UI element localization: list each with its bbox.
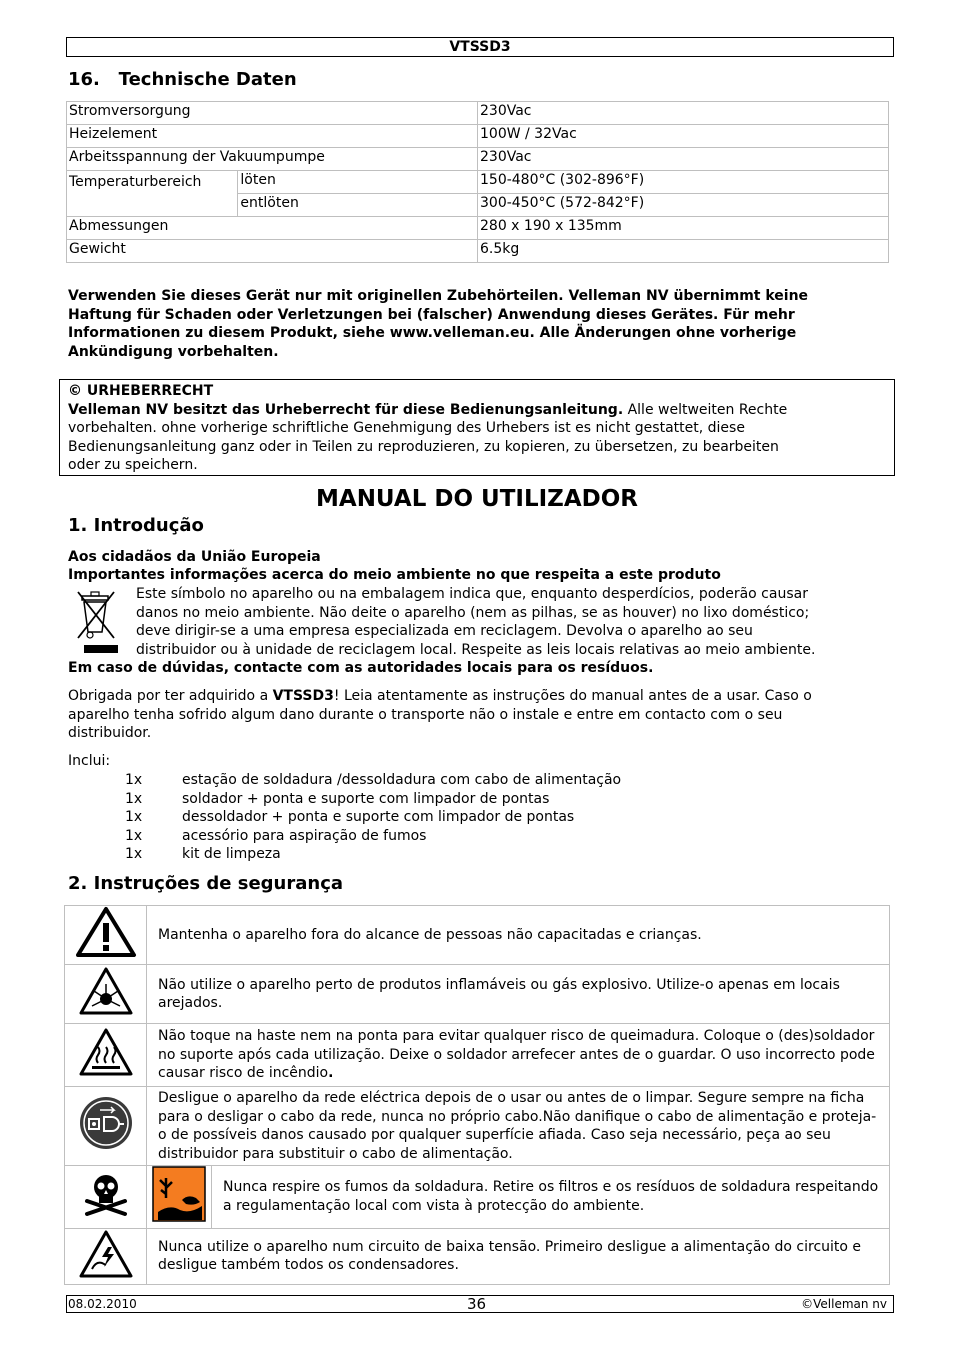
table-row (65, 1166, 890, 1229)
document-header: VTSSD3 (66, 37, 894, 57)
safety-text-tail: . (328, 1065, 334, 1082)
spec-sublabel: entlöten (238, 194, 478, 217)
weee-paragraph (136, 585, 896, 659)
toxic-icon (65, 1166, 147, 1229)
page-number: 36 (467, 1295, 487, 1313)
table-row (67, 148, 889, 171)
table-row (65, 906, 890, 965)
footer-copyright: ©Velleman nv (801, 1297, 887, 1311)
spec-label: Abmessungen (67, 217, 478, 240)
table-row (65, 1087, 890, 1166)
list-item (125, 808, 621, 827)
table-row (65, 965, 890, 1024)
list-item (125, 827, 621, 846)
spec-value: 230Vac (478, 102, 889, 125)
spec-label: Heizelement (67, 125, 478, 148)
list-item (125, 845, 621, 864)
table-row (67, 102, 889, 125)
page-footer (66, 1295, 894, 1313)
list-item (125, 790, 621, 809)
footer-date: 08.02.2010 (68, 1297, 137, 1311)
copyright-line (68, 401, 886, 420)
spec-label: Temperaturbereich (67, 171, 238, 217)
spec-label: Stromversorgung (67, 102, 478, 125)
item-text: estação de soldadura /dessoldadura com cabo de alimentação (182, 772, 622, 788)
explosive-icon (65, 965, 147, 1024)
section-title-introducao: 1. Introdução (68, 515, 204, 536)
spec-label: Arbeitsspannung der Vakuumpumpe (67, 148, 478, 171)
copyright-line: oder zu speichern. (68, 457, 198, 473)
item-qty: 1x (125, 827, 143, 844)
subheading-environment: Importantes informações acerca do meio ambiente no que respeita a este produto (68, 567, 721, 583)
item-text: dessoldador + ponta e suporte com limpador de pontas (182, 809, 575, 825)
notice-paragraph (68, 287, 893, 361)
hot-surface-icon (65, 1024, 147, 1087)
spec-value: 300-450°C (572-842°F) (478, 194, 889, 217)
doubt-notice: Em caso de dúvidas, contacte com as autoridades locais para os resíduos. (68, 660, 654, 676)
item-text: acessório para aspiração de fumos (182, 827, 427, 844)
notice-line: Verwenden Sie dieses Gerät nur mit originellen Zubehörteilen. Velleman NV übernimmt keine (68, 288, 809, 304)
thanks-paragraph (68, 687, 894, 743)
unplug-icon (65, 1087, 147, 1166)
subheading-eu-citizens: Aos cidadãos da União Europeia (68, 549, 321, 565)
item-qty: 1x (125, 809, 143, 825)
copyright-line: Bedienungsanleitung ganz oder in Teilen zu reproduzieren, zu kopieren, zu übersetzen, zu bearbeiten (68, 438, 779, 455)
safety-text: Não utilize o aparelho perto de produtos inflamáveis ou gás explosivo. Utilize-o apenas em locais arejados. (147, 965, 890, 1024)
thanks-line: aparelho tenha sofrido algum dano durante o transporte não o instale e entre em contacto com o seu (68, 706, 783, 723)
list-item (125, 771, 621, 790)
table-row (67, 217, 889, 240)
table-row (65, 1228, 890, 1285)
safety-text: Mantenha o aparelho fora do alcance de pessoas não capacitadas e crianças. (147, 906, 890, 965)
item-text: soldador + ponta e suporte com limpador de pontas (182, 790, 550, 807)
copyright-bold: Velleman NV besitzt das Urheberrecht für diese Bedienungsanleitung. (68, 401, 624, 418)
safety-text-main: Não toque na haste nem na ponta para evitar qualquer risco de queimadura. Coloque o (des)soldador no suporte após cada utilização. Deixe o soldador arrefecer antes de o guardar. O uso incorrecto pode causar risco de incêndio (158, 1028, 875, 1082)
item-qty: 1x (125, 772, 143, 788)
thanks-line: distribuidor. (68, 725, 152, 741)
thanks-model: VTSSD3 (272, 688, 334, 704)
weee-bin-icon (72, 586, 122, 658)
spec-value: 100W / 32Vac (478, 125, 889, 148)
spec-sublabel: löten (238, 171, 478, 194)
spec-value: 280 x 190 x 135mm (478, 217, 889, 240)
copyright-rest: Alle weltweiten Rechte (623, 401, 788, 418)
thanks-pre: Obrigada por ter adquirido a (68, 688, 273, 704)
notice-line: Haftung für Schaden oder Verletzungen bei (falscher) Anwendung dieses Gerätes. Für mehr (68, 306, 795, 323)
thanks-post: ! Leia atentamente as instruções do manual antes de a usar. Caso o (333, 688, 812, 704)
section-title-technische-daten: 16. Technische Daten (68, 69, 297, 90)
table-row (67, 240, 889, 263)
weee-line: distribuidor ou à unidade de reciclagem local. Respeite as leis locais relativas ao meio ambiente. (136, 641, 816, 658)
weee-line: danos no meio ambiente. Não deite o aparelho (nem as pilhas, se as houver) no lixo doméstico; (136, 604, 810, 621)
spec-value: 150-480°C (302-896°F) (478, 171, 889, 194)
safety-table (64, 905, 890, 1285)
spec-value: 230Vac (478, 148, 889, 171)
manual-title: MANUAL DO UTILIZADOR (316, 486, 638, 512)
environmental-hazard-icon (147, 1166, 212, 1229)
weee-line: deve dirigir-se a uma empresa especializada em reciclagem. Devolva o aparelho ao seu (136, 623, 753, 639)
notice-line: Ankündigung vorbehalten. (68, 343, 279, 360)
safety-text: Desligue o aparelho da rede eléctrica depois de o usar ou antes de o limpar. Segure sempre na ficha para o desligar o cabo da rede, nunca no próprio cabo.Não danifique o cabo de alimentação e proteja-o de possíveis danos causado por qualquer superfície afiada. Caso seja necessário, peça ao seu distribuidor para substituir o cabo de alimentação. (147, 1087, 890, 1166)
table-row (65, 1024, 890, 1087)
section-title-seguranca: 2. Instruções de segurança (68, 873, 344, 894)
spec-label: Gewicht (67, 240, 478, 263)
warning-icon (65, 906, 147, 965)
copyright-title: © URHEBERRECHT (68, 383, 214, 399)
item-qty: 1x (125, 846, 143, 862)
item-qty: 1x (125, 790, 143, 807)
includes-list (125, 771, 621, 864)
item-text: kit de limpeza (182, 846, 281, 862)
safety-text: Nunca respire os fumos da soldadura. Retire os filtros e os resíduos de soldadura respeitando a regulamentação local com vista à protecção do ambiente. (212, 1166, 890, 1229)
includes-label: Inclui: (68, 753, 111, 769)
spec-value: 6.5kg (478, 240, 889, 263)
safety-text: Nunca utilize o aparelho num circuito de baixa tensão. Primeiro desligue a alimentação do circuito e desligue também todos os condensadores. (147, 1228, 890, 1285)
copyright-box (59, 379, 895, 476)
table-row (67, 125, 889, 148)
weee-line: Este símbolo no aparelho ou na embalagem indica que, enquanto desperdícios, poderão causar (136, 586, 808, 602)
thanks-line (68, 687, 894, 706)
safety-text (147, 1024, 890, 1087)
electric-shock-icon (65, 1228, 147, 1285)
table-row (67, 171, 889, 194)
spec-table (66, 101, 889, 263)
notice-line: Informationen zu diesem Produkt, siehe www.velleman.eu. Alle Änderungen ohne vorherige (68, 325, 797, 341)
copyright-line: vorbehalten. ohne vorherige schriftliche Genehmigung des Urhebers ist es nicht gestattet, diese (68, 420, 745, 436)
